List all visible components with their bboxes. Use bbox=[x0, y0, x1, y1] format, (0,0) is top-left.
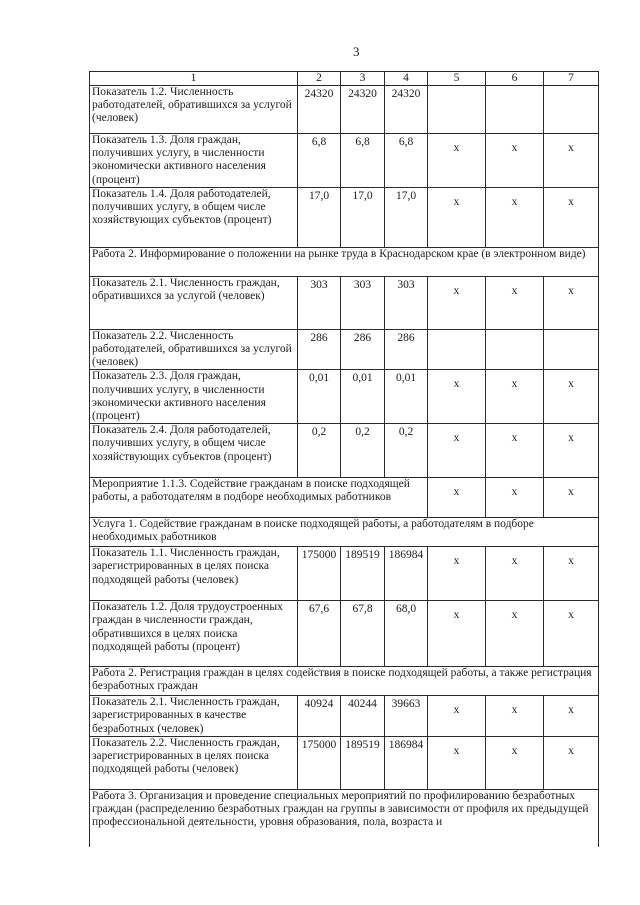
cell-v6 bbox=[486, 86, 544, 134]
table-row bbox=[90, 424, 599, 478]
indicator-table bbox=[89, 71, 599, 847]
cell-v4: 68,0 bbox=[385, 601, 428, 667]
cell-v3: 67,8 bbox=[341, 601, 385, 667]
cell-v7: x bbox=[544, 276, 599, 329]
cell-v5 bbox=[428, 86, 486, 134]
cell-v2: 175000 bbox=[298, 547, 341, 601]
cell-v3: 189519 bbox=[341, 547, 385, 601]
indicator-label: Показатель 2.1. Численность граждан, зарегистрированных в качестве безработных (человек) bbox=[90, 696, 298, 737]
cell-v3: 40244 bbox=[341, 696, 385, 737]
table-header-row bbox=[90, 72, 599, 86]
cell-v4: 17,0 bbox=[385, 187, 428, 247]
cell-v5: x bbox=[428, 696, 486, 737]
cell-v5 bbox=[428, 329, 486, 370]
table-row bbox=[90, 547, 599, 601]
indicator-label: Показатель 1.1. Численность граждан, зарегистрированных в целях поиска подходящей работы (человек) bbox=[90, 547, 298, 601]
cell-v4: 39663 bbox=[385, 696, 428, 737]
cell-v7: x bbox=[544, 736, 599, 789]
column-header: 6 bbox=[486, 72, 544, 86]
cell-v2: 40924 bbox=[298, 696, 341, 737]
section-title: Работа 3. Организация и проведение специальных мероприятий по профилированию безработных граждан (распределению безработных граждан на группы в зависимости от профиля их предыдущей профессиональной деятельности, уровня образования, пола, возраста и bbox=[90, 789, 599, 847]
cell-v3: 189519 bbox=[341, 736, 385, 789]
cell-v7: x bbox=[544, 134, 599, 188]
column-header: 1 bbox=[90, 72, 298, 86]
cell-v7: x bbox=[544, 601, 599, 667]
table-row bbox=[90, 86, 599, 134]
cell-v7: x bbox=[544, 187, 599, 247]
cell-v4: 286 bbox=[385, 329, 428, 370]
cell-v5: x bbox=[428, 547, 486, 601]
cell-v4: 6,8 bbox=[385, 134, 428, 188]
table-body bbox=[90, 86, 599, 848]
indicator-label: Показатель 2.1. Численность граждан, обратившихся за услугой (человек) bbox=[90, 276, 298, 329]
section-title: Работа 2. Информирование о положении на рынке труда в Краснодарском крае (в электронном виде) bbox=[90, 247, 599, 276]
cell-v6: x bbox=[486, 370, 544, 424]
cell-v2: 286 bbox=[298, 329, 341, 370]
cell-v6: x bbox=[486, 478, 544, 518]
cell-v3: 17,0 bbox=[341, 187, 385, 247]
table-section-row bbox=[90, 518, 599, 547]
event-title: Мероприятие 1.1.3. Содействие гражданам в поиске подходящей работы, а работодателям в подборе необходимых работников bbox=[90, 478, 428, 518]
table-event-row bbox=[90, 478, 599, 518]
cell-v3: 6,8 bbox=[341, 134, 385, 188]
cell-v7: x bbox=[544, 696, 599, 737]
cell-v6: x bbox=[486, 424, 544, 478]
cell-v6: x bbox=[486, 276, 544, 329]
cell-v6: x bbox=[486, 601, 544, 667]
column-header: 7 bbox=[544, 72, 599, 86]
cell-v5: x bbox=[428, 187, 486, 247]
cell-v7: x bbox=[544, 547, 599, 601]
cell-v5: x bbox=[428, 478, 486, 518]
indicator-label: Показатель 1.3. Доля граждан, получивших услугу, в численности экономически активного населения (процент) bbox=[90, 134, 298, 188]
cell-v3: 303 bbox=[341, 276, 385, 329]
cell-v6: x bbox=[486, 547, 544, 601]
table-row bbox=[90, 134, 599, 188]
page-number: 3 bbox=[353, 44, 360, 59]
table-row bbox=[90, 736, 599, 789]
table-row bbox=[90, 187, 599, 247]
column-header: 4 bbox=[385, 72, 428, 86]
cell-v5: x bbox=[428, 601, 486, 667]
cell-v3: 286 bbox=[341, 329, 385, 370]
cell-v2: 0,2 bbox=[298, 424, 341, 478]
indicator-label: Показатель 2.4. Доля работодателей, получивших услугу, в общем числе хозяйствующих субъектов (процент) bbox=[90, 424, 298, 478]
cell-v4: 186984 bbox=[385, 547, 428, 601]
cell-v7: x bbox=[544, 370, 599, 424]
cell-v5: x bbox=[428, 276, 486, 329]
cell-v7: x bbox=[544, 478, 599, 518]
cell-v2: 24320 bbox=[298, 86, 341, 134]
cell-v2: 6,8 bbox=[298, 134, 341, 188]
cell-v4: 24320 bbox=[385, 86, 428, 134]
indicator-label: Показатель 1.4. Доля работодателей, получивших услугу, в общем числе хозяйствующих субъектов (процент) bbox=[90, 187, 298, 247]
indicator-label: Показатель 1.2. Численность работодателей, обратившихся за услугой (человек) bbox=[90, 86, 298, 134]
cell-v3: 24320 bbox=[341, 86, 385, 134]
table-section-row bbox=[90, 667, 599, 696]
cell-v7: x bbox=[544, 424, 599, 478]
cell-v4: 0,2 bbox=[385, 424, 428, 478]
indicator-label: Показатель 1.2. Доля трудоустроенных граждан в численности граждан, обратившихся в целях поиска подходящей работы (процент) bbox=[90, 601, 298, 667]
cell-v5: x bbox=[428, 370, 486, 424]
cell-v4: 303 bbox=[385, 276, 428, 329]
cell-v2: 67,6 bbox=[298, 601, 341, 667]
indicator-label: Показатель 2.2. Численность работодателей, обратившихся за услугой (человек) bbox=[90, 329, 298, 370]
table-section-row bbox=[90, 789, 599, 847]
table-section-row bbox=[90, 247, 599, 276]
cell-v2: 175000 bbox=[298, 736, 341, 789]
cell-v3: 0,01 bbox=[341, 370, 385, 424]
table-row bbox=[90, 276, 599, 329]
cell-v6: x bbox=[486, 187, 544, 247]
table-row bbox=[90, 329, 599, 370]
table-row bbox=[90, 696, 599, 737]
indicator-label: Показатель 2.3. Доля граждан, получивших услугу, в численности экономически активного населения (процент) bbox=[90, 370, 298, 424]
column-header: 5 bbox=[428, 72, 486, 86]
table-row bbox=[90, 370, 599, 424]
column-header: 2 bbox=[298, 72, 341, 86]
cell-v6: x bbox=[486, 696, 544, 737]
cell-v2: 17,0 bbox=[298, 187, 341, 247]
cell-v6: x bbox=[486, 134, 544, 188]
cell-v4: 186984 bbox=[385, 736, 428, 789]
indicator-label: Показатель 2.2. Численность граждан, зарегистрированных в целях поиска подходящей работы (человек) bbox=[90, 736, 298, 789]
cell-v5: x bbox=[428, 424, 486, 478]
cell-v6 bbox=[486, 329, 544, 370]
cell-v3: 0,2 bbox=[341, 424, 385, 478]
cell-v6: x bbox=[486, 736, 544, 789]
cell-v4: 0,01 bbox=[385, 370, 428, 424]
column-header: 3 bbox=[341, 72, 385, 86]
section-title: Работа 2. Регистрация граждан в целях содействия в поиске подходящей работы, а также регистрация безработных граждан bbox=[90, 667, 599, 696]
table-row bbox=[90, 601, 599, 667]
section-title: Услуга 1. Содействие гражданам в поиске подходящей работы, а работодателям в подборе необходимых работников bbox=[90, 518, 599, 547]
cell-v7 bbox=[544, 329, 599, 370]
cell-v2: 0,01 bbox=[298, 370, 341, 424]
cell-v5: x bbox=[428, 134, 486, 188]
cell-v2: 303 bbox=[298, 276, 341, 329]
cell-v7 bbox=[544, 86, 599, 134]
cell-v5: x bbox=[428, 736, 486, 789]
